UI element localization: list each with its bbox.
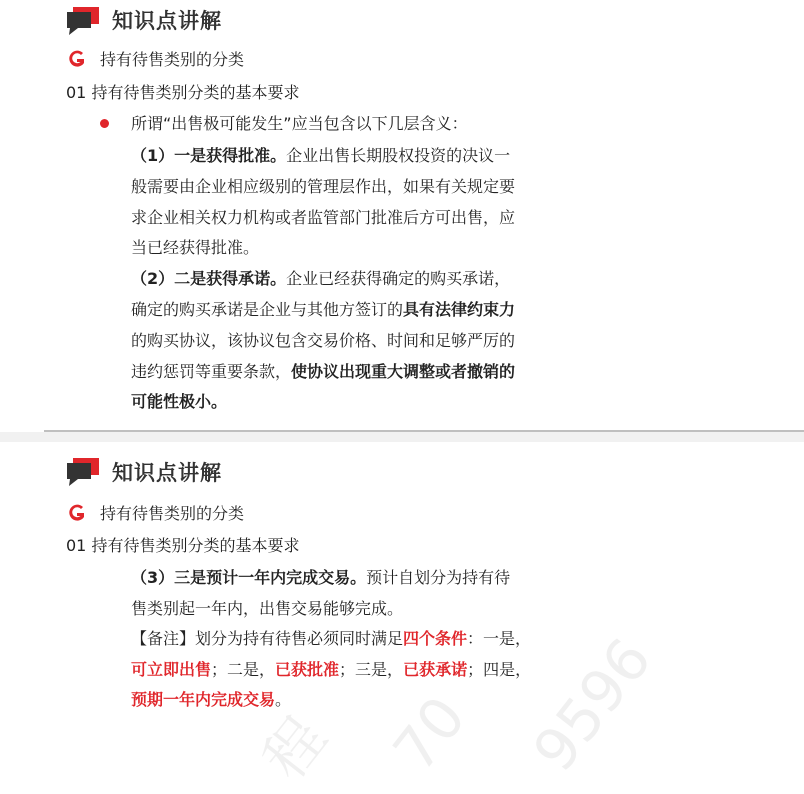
body-text-line [131, 208, 515, 228]
bold-text: 具有法律约束力 [403, 300, 516, 319]
body-text-line [131, 331, 515, 351]
text-segment: 预计自划分为持有待 [366, 568, 511, 587]
body-text-line [131, 629, 531, 649]
body-text-line [131, 660, 531, 680]
text-segment: ；二是， [211, 659, 276, 679]
bold-text: （1）一是获得批准。 [131, 146, 287, 165]
highlight-text: 预期一年内完成交易 [131, 690, 276, 709]
highlight-text: 四个条件 [403, 629, 468, 648]
slide-header-title: 知识点讲解 [112, 9, 222, 33]
bold-text: 可能性极小。 [131, 392, 228, 412]
text-segment: 的购买协议，该协议包含交易价格、时间和足够严厉的 [131, 330, 516, 350]
bold-text: （2）二是获得承诺。 [131, 269, 287, 289]
body-text-line [131, 599, 403, 619]
body-text-line [131, 146, 510, 166]
slide-subtitle: 持有待售类别的分类 [100, 504, 245, 523]
text-segment: 企业已经获得确定的购买承诺， [286, 269, 511, 289]
body-text-line [131, 269, 510, 289]
text-segment: ：一是， [467, 629, 532, 648]
body-text-line [131, 238, 259, 258]
watermark: 70 [380, 683, 480, 784]
highlight-text: 已获承诺 [403, 659, 468, 679]
slide-2 [0, 442, 804, 792]
intro-text: 所谓“出售极可能发生”应当包含以下几层含义： [131, 114, 468, 133]
highlight-text: 可立即出售 [131, 659, 212, 679]
bold-text: 使协议出现重大调整或者撤销的 [291, 361, 516, 381]
body-text-line [131, 300, 515, 320]
slide-gap [0, 432, 804, 442]
text-segment: 企业出售长期股权投资的决议一 [286, 146, 511, 165]
slide-subtitle: 持有待售类别的分类 [100, 50, 245, 69]
body-text-line [131, 568, 510, 588]
bullet-dot [100, 119, 109, 128]
speech-bubble-icon [66, 457, 100, 487]
text-segment: 般需要由企业相应级别的管理层作出，如果有关规定要 [131, 176, 516, 196]
text-segment: 确定的购买承诺是企业与其他方签订的 [131, 300, 404, 319]
bold-text: （3）三是预计一年内完成交易。 [131, 568, 367, 587]
text-segment: ；四是， [467, 659, 532, 679]
slide-header-title: 知识点讲解 [112, 461, 222, 485]
text-segment: 求企业相关权力机构或者监管部门批准后方可出售，应 [131, 207, 516, 227]
section-heading: 01 持有待售类别分类的基本要求 [66, 536, 300, 555]
speech-bubble-icon [66, 6, 100, 36]
highlight-text: 已获批准 [275, 659, 340, 679]
g-logo-icon [66, 49, 88, 69]
text-segment: 【备注】划分为持有待售必须同时满足 [131, 629, 404, 648]
text-segment: 违约惩罚等重要条款， [131, 361, 292, 381]
g-logo-icon [66, 503, 88, 523]
text-segment: ；三是， [339, 659, 404, 679]
text-segment: 。 [275, 690, 292, 709]
watermark: 程 [250, 704, 340, 792]
body-text-line [131, 392, 227, 412]
watermark: 9596 [520, 625, 665, 784]
text-segment: 当已经获得批准。 [131, 238, 260, 258]
section-heading: 01 持有待售类别分类的基本要求 [66, 83, 300, 102]
body-text-line [131, 362, 515, 382]
body-text-line [131, 177, 515, 197]
text-segment: 售类别起一年内，出售交易能够完成。 [131, 598, 404, 618]
